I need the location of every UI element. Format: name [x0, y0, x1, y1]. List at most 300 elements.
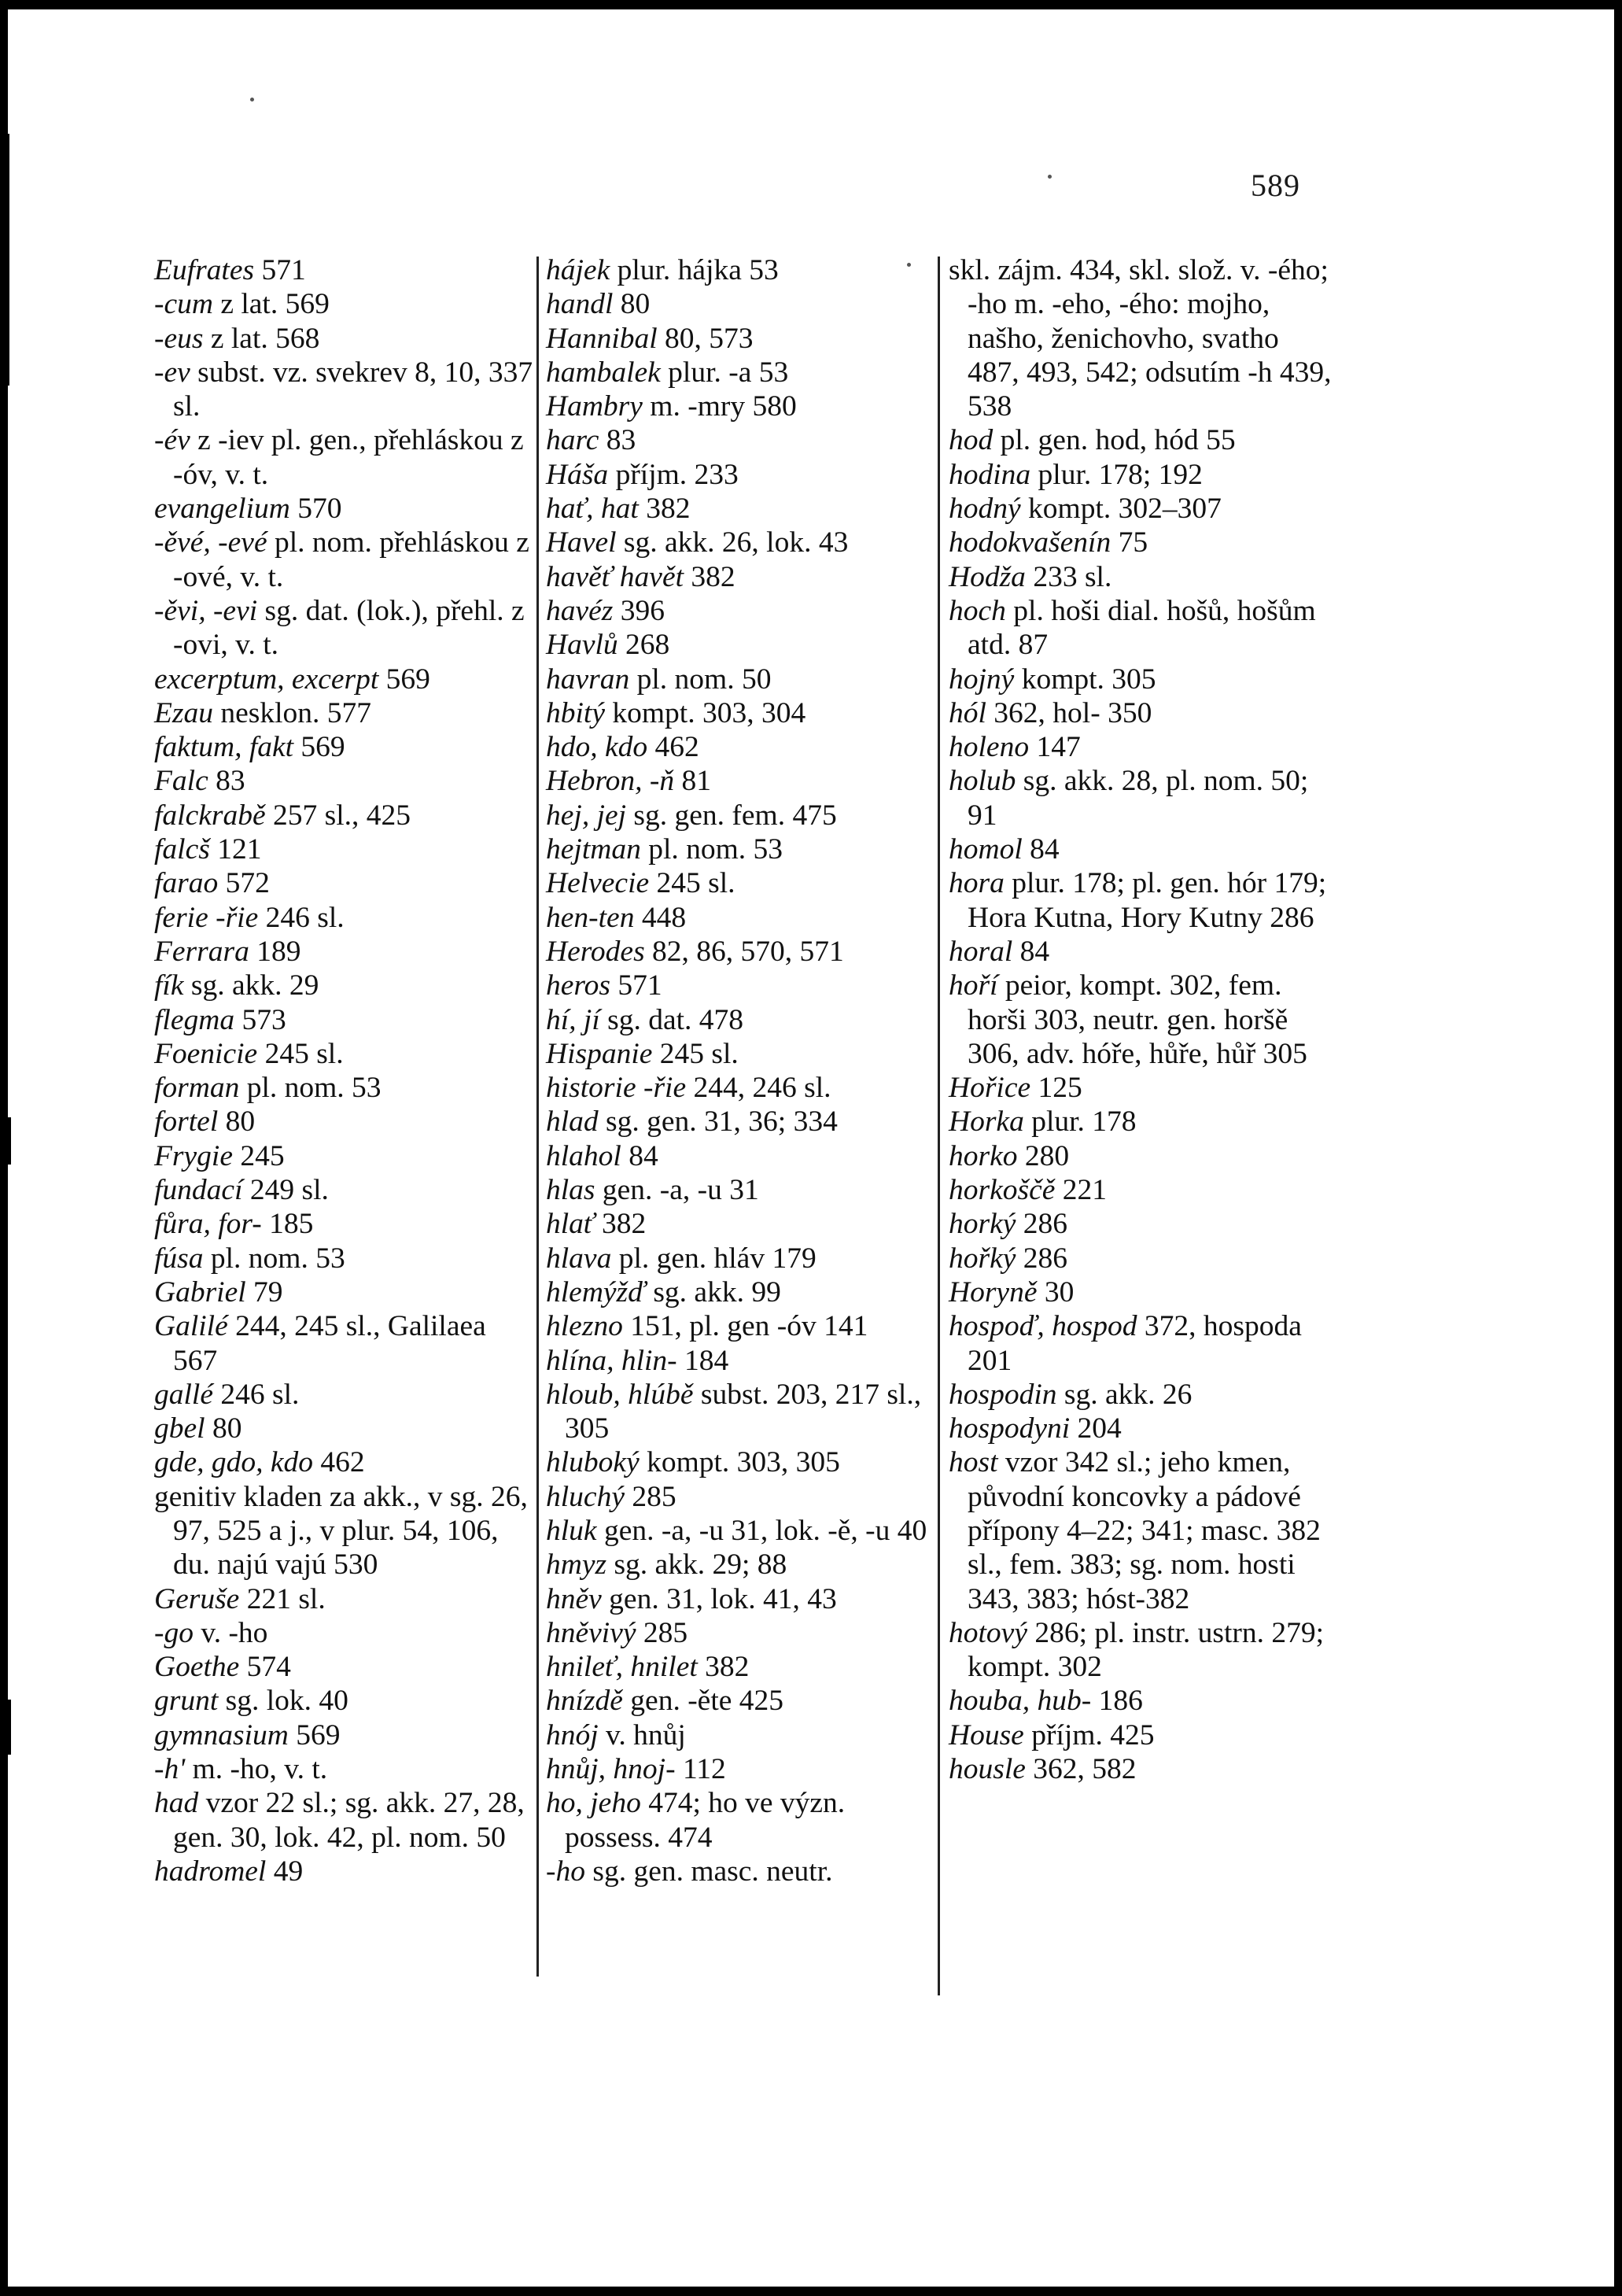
index-entry: [949, 1207, 1334, 1241]
entry-references: kompt. 303, 304: [604, 696, 806, 729]
entry-references: plur. 178: [1023, 1106, 1137, 1139]
index-entry: [949, 696, 1334, 730]
index-entry: [949, 730, 1334, 764]
index-entry: [154, 1275, 536, 1309]
index-entry: [546, 526, 937, 559]
entry-headword: farao: [154, 867, 219, 900]
entry-headword: hodokvašenín: [949, 526, 1111, 559]
entry-headword: gbel: [154, 1412, 205, 1445]
entry-headword: hoří: [949, 969, 998, 1002]
entry-headword: havěť havět: [546, 560, 684, 593]
index-entry: [154, 764, 536, 798]
entry-headword: hať, hat: [546, 493, 639, 526]
entry-references: 382: [594, 1208, 647, 1241]
entry-headword: had: [154, 1787, 199, 1820]
entry-references: sg. akk. 29: [183, 969, 319, 1002]
index-entry: [949, 560, 1334, 594]
entry-references: příjm. 425: [1023, 1718, 1155, 1752]
entry-headword: historie -řie: [546, 1072, 687, 1105]
index-entry: [949, 1139, 1334, 1173]
entry-references: 362, hol- 350: [986, 696, 1152, 729]
entry-headword: flegma: [154, 1003, 235, 1036]
index-entry: [546, 1344, 937, 1378]
entry-headword: homol: [949, 833, 1023, 866]
entry-references: kompt. 302–307: [1020, 493, 1222, 526]
entry-references: 574: [239, 1651, 291, 1684]
index-entry: [949, 1309, 1334, 1378]
entry-references: z -iev pl. gen., přehláskou z -óv, v. t.: [173, 424, 524, 491]
page-number: 589: [1251, 168, 1300, 203]
entry-references: gen. 31, lok. 41, 43: [601, 1582, 837, 1615]
index-entry: [546, 1173, 937, 1207]
entry-headword: hojný: [949, 663, 1015, 696]
entry-references: plur. -a 53: [660, 356, 789, 389]
entry-references: 81: [674, 765, 712, 798]
index-entry: [546, 1207, 937, 1241]
entry-references: sg. akk. 99: [645, 1275, 781, 1309]
entry-references: 448: [634, 901, 687, 934]
index-entry: [154, 832, 536, 866]
index-entry: [154, 1309, 536, 1378]
index-entry: [546, 1752, 937, 1786]
entry-headword: hněv: [546, 1582, 602, 1615]
entry-references: 84: [1022, 833, 1060, 866]
entry-references: 245 sl.: [652, 1037, 739, 1070]
index-entry: [949, 969, 1334, 1071]
entry-references: 382: [697, 1651, 750, 1684]
entry-headword: -ev: [154, 356, 190, 389]
entry-references: pl. gen. hláv 179: [611, 1242, 817, 1275]
entry-headword: hoch: [949, 594, 1006, 627]
entry-references: 285: [636, 1616, 688, 1649]
entry-references: 396: [613, 594, 665, 627]
entry-headword: hnileť, hnilet: [546, 1651, 698, 1684]
entry-headword: hora: [949, 867, 1005, 900]
entry-references: sg. dat. (lok.), přehl. z -ovi, v. t.: [173, 594, 525, 662]
entry-references: plur. 178; 192: [1030, 458, 1203, 491]
entry-references: 573: [234, 1003, 286, 1036]
index-entry: [154, 1445, 536, 1479]
entry-headword: hlezno: [546, 1310, 623, 1343]
entry-references: 569: [378, 663, 430, 696]
entry-headword: Ferrara: [154, 935, 249, 968]
entry-headword: hól: [949, 696, 986, 729]
index-entry: [546, 901, 937, 935]
index-entry: [154, 696, 536, 730]
index-entry: [949, 1684, 1334, 1718]
index-entry: [546, 356, 937, 389]
entry-headword: gymnasium: [154, 1718, 289, 1752]
entry-headword: forman: [154, 1072, 240, 1105]
entry-references: 286; pl. instr. ustrn. 279; kompt. 302: [968, 1616, 1325, 1684]
index-entry: [949, 1412, 1334, 1445]
entry-headword: Háša: [546, 458, 609, 491]
entry-references: pl. nom. přehláskou z -ové, v. t.: [173, 526, 529, 593]
entry-headword: hí, jí: [546, 1003, 600, 1036]
entry-headword: heros: [546, 969, 610, 1002]
entry-headword: Hodža: [949, 560, 1026, 593]
index-entry: [546, 1514, 937, 1548]
entry-references: 83: [599, 424, 636, 457]
entry-references: 244, 246 sl.: [686, 1072, 831, 1105]
index-entry: [154, 1071, 536, 1105]
index-entry: [949, 253, 1334, 423]
entry-headword: gallé: [154, 1378, 213, 1411]
entry-headword: hdo, kdo: [546, 731, 648, 764]
entry-headword: gde, gdo, kdo: [154, 1446, 314, 1479]
entry-references: 569: [293, 731, 345, 764]
entry-headword: hnój: [546, 1718, 599, 1752]
index-entry: [154, 1616, 536, 1650]
index-entry: [154, 799, 536, 832]
entry-references: 233 sl.: [1025, 560, 1112, 593]
scan-edge-mark: [0, 1117, 11, 1165]
index-entry: [546, 560, 937, 594]
entry-headword: Horka: [949, 1106, 1024, 1139]
entry-headword: Frygie: [154, 1139, 233, 1172]
index-entry: [546, 1037, 937, 1071]
entry-headword: hloub, hlúbě: [546, 1378, 694, 1411]
entry-references: 245 sl.: [257, 1037, 344, 1070]
index-entry: [949, 663, 1334, 696]
index-entry: [154, 322, 536, 356]
entry-references: 75: [1111, 526, 1148, 559]
index-entry: [546, 1582, 937, 1616]
index-entry: [154, 1684, 536, 1718]
index-entry: [949, 764, 1334, 832]
entry-headword: hospodyni: [949, 1412, 1071, 1445]
entry-headword: -cum: [154, 288, 213, 321]
entry-references: příjm. 233: [608, 458, 739, 491]
index-entry: [154, 1378, 536, 1412]
entry-references: 82, 86, 570, 571: [644, 935, 844, 968]
entry-headword: houba, hub-: [949, 1685, 1092, 1718]
entry-headword: grunt: [154, 1685, 219, 1718]
index-entry: [154, 901, 536, 935]
entry-references: gen. -a, -u 31: [595, 1174, 759, 1207]
entry-headword: hnízdě: [546, 1685, 623, 1718]
entry-headword: -ěvé, -evé: [154, 526, 267, 559]
entry-references: v. hnůj: [598, 1718, 686, 1752]
entry-headword: ho, jeho: [546, 1787, 641, 1820]
index-entry: [949, 492, 1334, 526]
entry-references: z lat. 569: [212, 288, 330, 321]
entry-headword: Helvecie: [546, 867, 650, 900]
entry-references: 189: [249, 935, 301, 968]
entry-headword: handl: [546, 288, 614, 321]
entry-headword: Hebron, -ň: [546, 765, 675, 798]
entry-headword: hlad: [546, 1106, 599, 1139]
index-entry: [949, 458, 1334, 492]
index-entry: [949, 1071, 1334, 1105]
entry-headword: harc: [546, 424, 599, 457]
entry-headword: hadromel: [154, 1855, 267, 1888]
index-entry: [546, 1445, 937, 1479]
entry-references: pl. gen. hod, hód 55: [993, 424, 1236, 457]
entry-headword: hej, jej: [546, 799, 627, 832]
entry-references: 84: [1012, 935, 1050, 968]
entry-headword: ferie -řie: [154, 901, 259, 934]
index-entry: [546, 866, 937, 900]
entry-references: 571: [254, 254, 306, 286]
entry-headword: holub: [949, 765, 1016, 798]
entry-references: 249 sl.: [242, 1174, 329, 1207]
entry-references: pl. hoši dial. hošů, hošům atd. 87: [968, 594, 1316, 662]
entry-headword: hnůj, hnoj-: [546, 1753, 676, 1786]
index-entry: [546, 799, 937, 832]
index-entry: [949, 526, 1334, 559]
index-entry: [546, 322, 937, 356]
entry-references: nesklon. 577: [213, 696, 372, 729]
index-entry: [546, 1684, 937, 1718]
entry-references: 80: [613, 288, 651, 321]
entry-references: 246 sl.: [258, 901, 345, 934]
index-entry: [546, 663, 937, 696]
index-entry: [546, 1003, 937, 1037]
index-column-1: [154, 253, 536, 1888]
index-entry: [949, 1616, 1334, 1685]
entry-headword: hodina: [949, 458, 1031, 491]
entry-headword: -h': [154, 1753, 186, 1786]
index-entry: [546, 969, 937, 1002]
entry-headword: falcš: [154, 833, 210, 866]
entry-headword: hen-ten: [546, 901, 635, 934]
entry-headword: Geruše: [154, 1582, 240, 1615]
index-entry: [154, 1786, 536, 1855]
entry-headword: Foenicie: [154, 1037, 258, 1070]
entry-references: 185: [261, 1208, 314, 1241]
entry-references: vzor 342 sl.; jeho kmen, původní koncovky a pádové přípony 4–22; 341; masc. 382 sl., fem. 383; sg. nom. hosti 343, 383; hóst-382: [968, 1446, 1321, 1615]
entry-references: 80: [218, 1106, 256, 1139]
index-entry: [154, 935, 536, 969]
entry-references: 184: [676, 1344, 729, 1377]
index-entry: [546, 1480, 937, 1514]
entry-headword: havran: [546, 663, 630, 696]
entry-headword: falckrabě: [154, 799, 266, 832]
entry-headword: hlína, hlin-: [546, 1344, 677, 1377]
entry-headword: hodný: [949, 493, 1021, 526]
index-entry: [154, 1105, 536, 1139]
index-entry: [546, 935, 937, 969]
entry-headword: Ezau: [154, 696, 213, 729]
entry-references: 245: [232, 1139, 285, 1172]
entry-references: 204: [1070, 1412, 1122, 1445]
entry-headword: -go: [154, 1616, 194, 1649]
index-entry: [949, 832, 1334, 866]
entry-references: 382: [638, 493, 691, 526]
entry-headword: -ěvi, -evi: [154, 594, 258, 627]
index-entry: [546, 492, 937, 526]
index-entry: [546, 1548, 937, 1582]
entry-references: 362, 582: [1025, 1753, 1137, 1786]
entry-references: 79: [245, 1275, 283, 1309]
entry-references: skl. zájm. 434, skl. slož. v. -ého; -ho m. -eho, -ého: mojho, našho, ženichovho, svatho 487, 493, 542; odsutím -h 439, 538: [949, 254, 1332, 423]
entry-headword: fundací: [154, 1174, 243, 1207]
index-entry: [546, 594, 937, 628]
index-entry: [949, 1275, 1334, 1309]
entry-references: 244, 245 sl., Galilaea 567: [173, 1310, 486, 1377]
entry-headword: hořký: [949, 1242, 1016, 1275]
entry-references: 268: [617, 629, 670, 662]
entry-references: 372, hospoda 201: [968, 1310, 1302, 1377]
entry-headword: Havlů: [546, 629, 618, 662]
entry-references: 83: [208, 765, 245, 798]
entry-references: 571: [610, 969, 662, 1002]
entry-references: sg. akk. 28, pl. nom. 50; 91: [968, 765, 1309, 832]
entry-headword: Goethe: [154, 1651, 240, 1684]
entry-headword: -ho: [546, 1855, 585, 1888]
index-entry: [546, 832, 937, 866]
entry-headword: fúsa: [154, 1242, 204, 1275]
entry-headword: faktum, fakt: [154, 731, 294, 764]
index-entry: [546, 1718, 937, 1752]
entry-references: 462: [647, 731, 699, 764]
entry-references: 245 sl.: [649, 867, 735, 900]
index-entry: [154, 1139, 536, 1173]
index-entry: [154, 253, 536, 287]
entry-headword: hambalek: [546, 356, 661, 389]
entry-references: 80, 573: [657, 322, 754, 355]
entry-references: 569: [288, 1718, 341, 1752]
index-entry: [154, 356, 536, 424]
index-entry: [546, 1275, 937, 1309]
index-entry: [949, 1173, 1334, 1207]
index-entry: [546, 1378, 937, 1446]
entry-references: 572: [218, 867, 270, 900]
index-entry: [154, 1718, 536, 1752]
index-entry: [546, 1139, 937, 1173]
entry-references: 186: [1091, 1685, 1143, 1718]
entry-headword: Galilé: [154, 1310, 228, 1343]
entry-references: gen. -ěte 425: [622, 1685, 784, 1718]
entry-headword: Hambry: [546, 390, 643, 423]
index-entry: [546, 764, 937, 798]
index-entry: [154, 663, 536, 696]
entry-references: 570: [289, 493, 342, 526]
index-entry: [154, 1650, 536, 1684]
index-entry: [546, 628, 937, 662]
index-entry: [546, 389, 937, 423]
index-entry: [154, 526, 536, 594]
index-entry: [546, 1616, 937, 1650]
entry-headword: horko: [949, 1139, 1018, 1172]
entry-references: 147: [1029, 731, 1081, 764]
entry-headword: hájek: [546, 254, 610, 286]
index-entry: [546, 1242, 937, 1275]
entry-references: kompt. 303, 305: [639, 1446, 840, 1479]
entry-references: 474; ho ve význ. possess. 474: [565, 1787, 846, 1854]
entry-headword: holeno: [949, 731, 1030, 764]
entry-headword: excerptum, excerpt: [154, 663, 379, 696]
index-entry: [546, 1650, 937, 1684]
entry-references: 286: [1016, 1242, 1068, 1275]
entry-references: 221 sl.: [239, 1582, 326, 1615]
entry-headword: House: [949, 1718, 1024, 1752]
entry-references: kompt. 305: [1014, 663, 1156, 696]
entry-references: 246 sl.: [212, 1378, 300, 1411]
index-entry: [546, 253, 937, 287]
entry-references: plur. hájka 53: [610, 254, 779, 286]
index-entry: [546, 1309, 937, 1343]
entry-references: 221: [1055, 1174, 1107, 1207]
entry-references: pl. nom. 53: [640, 833, 783, 866]
entry-references: m. -mry 580: [642, 390, 797, 423]
entry-headword: host: [949, 1446, 998, 1479]
entry-references: sg. lok. 40: [218, 1685, 348, 1718]
index-entry: [154, 1037, 536, 1071]
index-entry: [546, 1105, 937, 1139]
entry-references: 280: [1017, 1139, 1070, 1172]
entry-headword: fortel: [154, 1106, 219, 1139]
index-entry: [154, 594, 536, 663]
entry-headword: hlas: [546, 1174, 595, 1207]
entry-references: 125: [1030, 1072, 1082, 1105]
index-entry: [154, 866, 536, 900]
entry-references: plur. 178; pl. gen. hór 179; Hora Kutna, Hory Kutny 286: [968, 867, 1327, 934]
index-entry: [154, 1752, 536, 1786]
entry-headword: horal: [949, 935, 1013, 968]
entry-references: 80: [205, 1412, 242, 1445]
entry-references: subst. 203, 217 sl., 305: [565, 1378, 922, 1445]
entry-headword: hbitý: [546, 696, 605, 729]
index-entry: [949, 1105, 1334, 1139]
entry-headword: -eus: [154, 322, 204, 355]
index-entry: [949, 1242, 1334, 1275]
index-entry: [546, 423, 937, 457]
entry-references: 30: [1037, 1275, 1075, 1309]
entry-references: sg. akk. 26: [1056, 1378, 1193, 1411]
entry-headword: Horyně: [949, 1275, 1038, 1309]
entry-references: z lat. 568: [203, 322, 320, 355]
entry-references: m. -ho, v. t.: [185, 1753, 328, 1786]
entry-references: sg. gen. masc. neutr.: [585, 1855, 833, 1888]
entry-headword: horkoščě: [949, 1174, 1056, 1207]
entry-references: 382: [684, 560, 735, 593]
entry-headword: hlahol: [546, 1139, 621, 1172]
entry-headword: Herodes: [546, 935, 645, 968]
index-entry: [949, 594, 1334, 663]
entry-headword: Gabriel: [154, 1275, 246, 1309]
print-speck: [907, 263, 911, 267]
entry-headword: hlemýžď: [546, 1275, 646, 1309]
entry-references: v. -ho: [194, 1616, 268, 1649]
index-entry: [546, 458, 937, 492]
entry-references: 84: [621, 1139, 658, 1172]
entry-headword: hospodin: [949, 1378, 1057, 1411]
index-entry: [154, 969, 536, 1002]
index-entry: [949, 1752, 1334, 1786]
entry-headword: hněvivý: [546, 1616, 636, 1649]
scan-edge-mark: [0, 1700, 11, 1755]
entry-headword: horký: [949, 1208, 1016, 1241]
entry-references: 112: [675, 1753, 726, 1786]
index-entry: [154, 1207, 536, 1241]
dictionary-page: [8, 9, 1614, 2287]
index-entry: [949, 935, 1334, 969]
entry-references: 121: [209, 833, 262, 866]
entry-references: 257 sl., 425: [265, 799, 411, 832]
entry-headword: hospoď, hospod: [949, 1310, 1137, 1343]
entry-headword: -év: [154, 424, 190, 457]
entry-headword: hluchý: [546, 1480, 625, 1513]
index-entry: [546, 696, 937, 730]
index-entry: [154, 1480, 536, 1582]
entry-references: genitiv kladen za akk., v sg. 26, 97, 525 a j., v plur. 54, 106, du. najú vajú 530: [154, 1480, 528, 1582]
index-entry: [154, 1242, 536, 1275]
entry-references: pl. nom. 50: [629, 663, 772, 696]
entry-references: 286: [1016, 1208, 1068, 1241]
entry-headword: housle: [949, 1753, 1026, 1786]
